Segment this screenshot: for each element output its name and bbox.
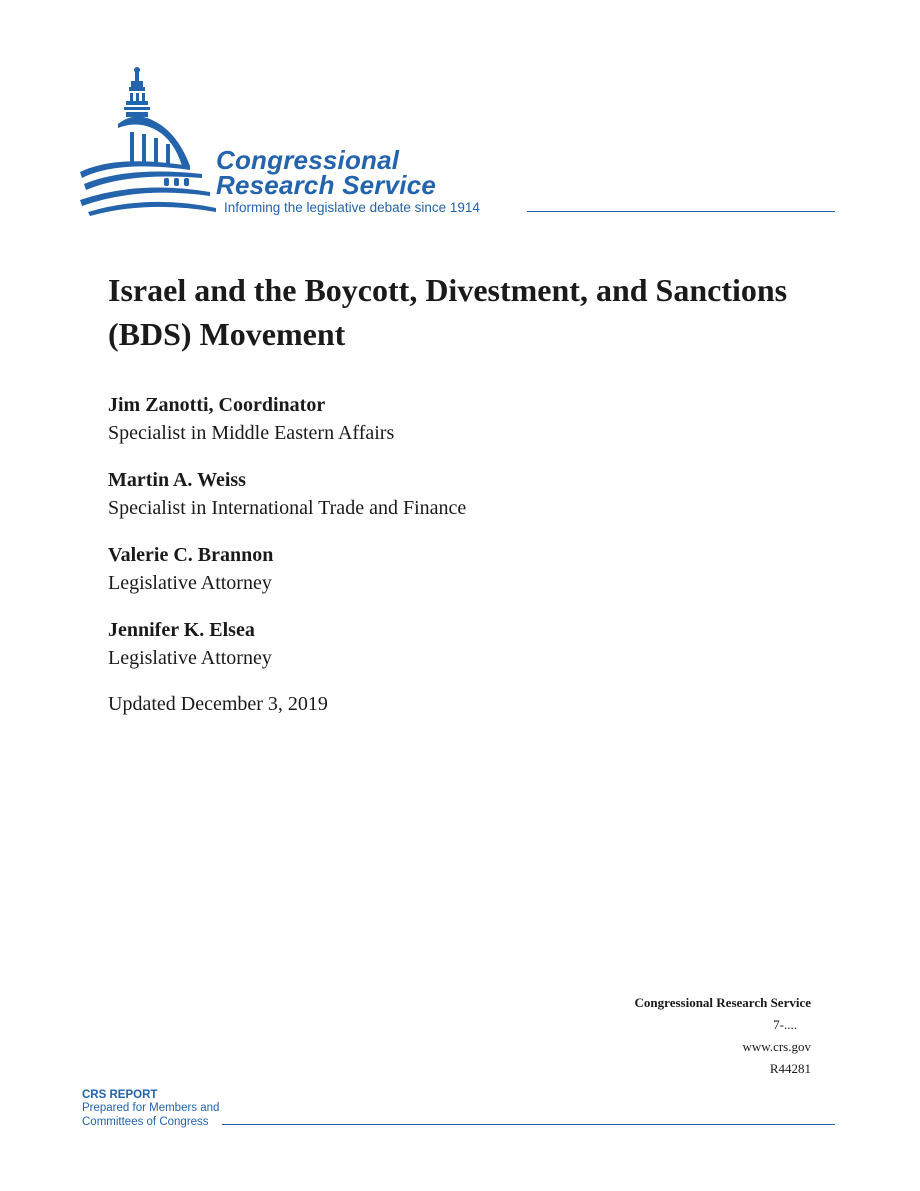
author-role: Legislative Attorney: [108, 572, 272, 594]
logo-tagline: Informing the legislative debate since 1914: [224, 200, 480, 215]
footer-block: [82, 1088, 219, 1129]
footer-line: Committees of Congress: [82, 1115, 209, 1128]
author-role: Legislative Attorney: [108, 647, 272, 669]
footer-line: Prepared for Members and: [82, 1102, 220, 1114]
logo-wordmark-line-2: Research Service: [216, 170, 437, 200]
author-block: [108, 616, 708, 672]
author-name: Jim Zanotti, Coordinator: [108, 394, 326, 416]
report-info-block: [635, 992, 811, 1080]
capitol-dome-icon: [78, 66, 223, 216]
report-title: Israel and the Boycott, Divestment, and Sanctions (BDS) Movement: [108, 272, 788, 352]
info-organization: Congressional Research Service: [634, 995, 811, 1010]
footer-title: CRS REPORT: [82, 1089, 158, 1101]
logo-wordmark-line-1: Congressional: [216, 145, 400, 175]
footer-divider: [222, 1124, 835, 1125]
header-divider: [527, 211, 835, 212]
author-role: Specialist in International Trade and Finance: [108, 497, 467, 519]
author-block: [108, 391, 708, 447]
author-name: Valerie C. Brannon: [108, 544, 274, 566]
info-website-link[interactable]: www.crs.gov: [742, 1039, 811, 1054]
author-block: [108, 466, 708, 522]
author-block: [108, 541, 708, 597]
info-report-number: 7-....: [773, 1017, 797, 1032]
author-name: Martin A. Weiss: [108, 469, 246, 491]
author-role: Specialist in Middle Eastern Affairs: [108, 422, 395, 444]
updated-date: Updated December 3, 2019: [108, 693, 328, 715]
author-name: Jennifer K. Elsea: [108, 619, 255, 641]
info-report-id: R44281: [769, 1061, 811, 1076]
